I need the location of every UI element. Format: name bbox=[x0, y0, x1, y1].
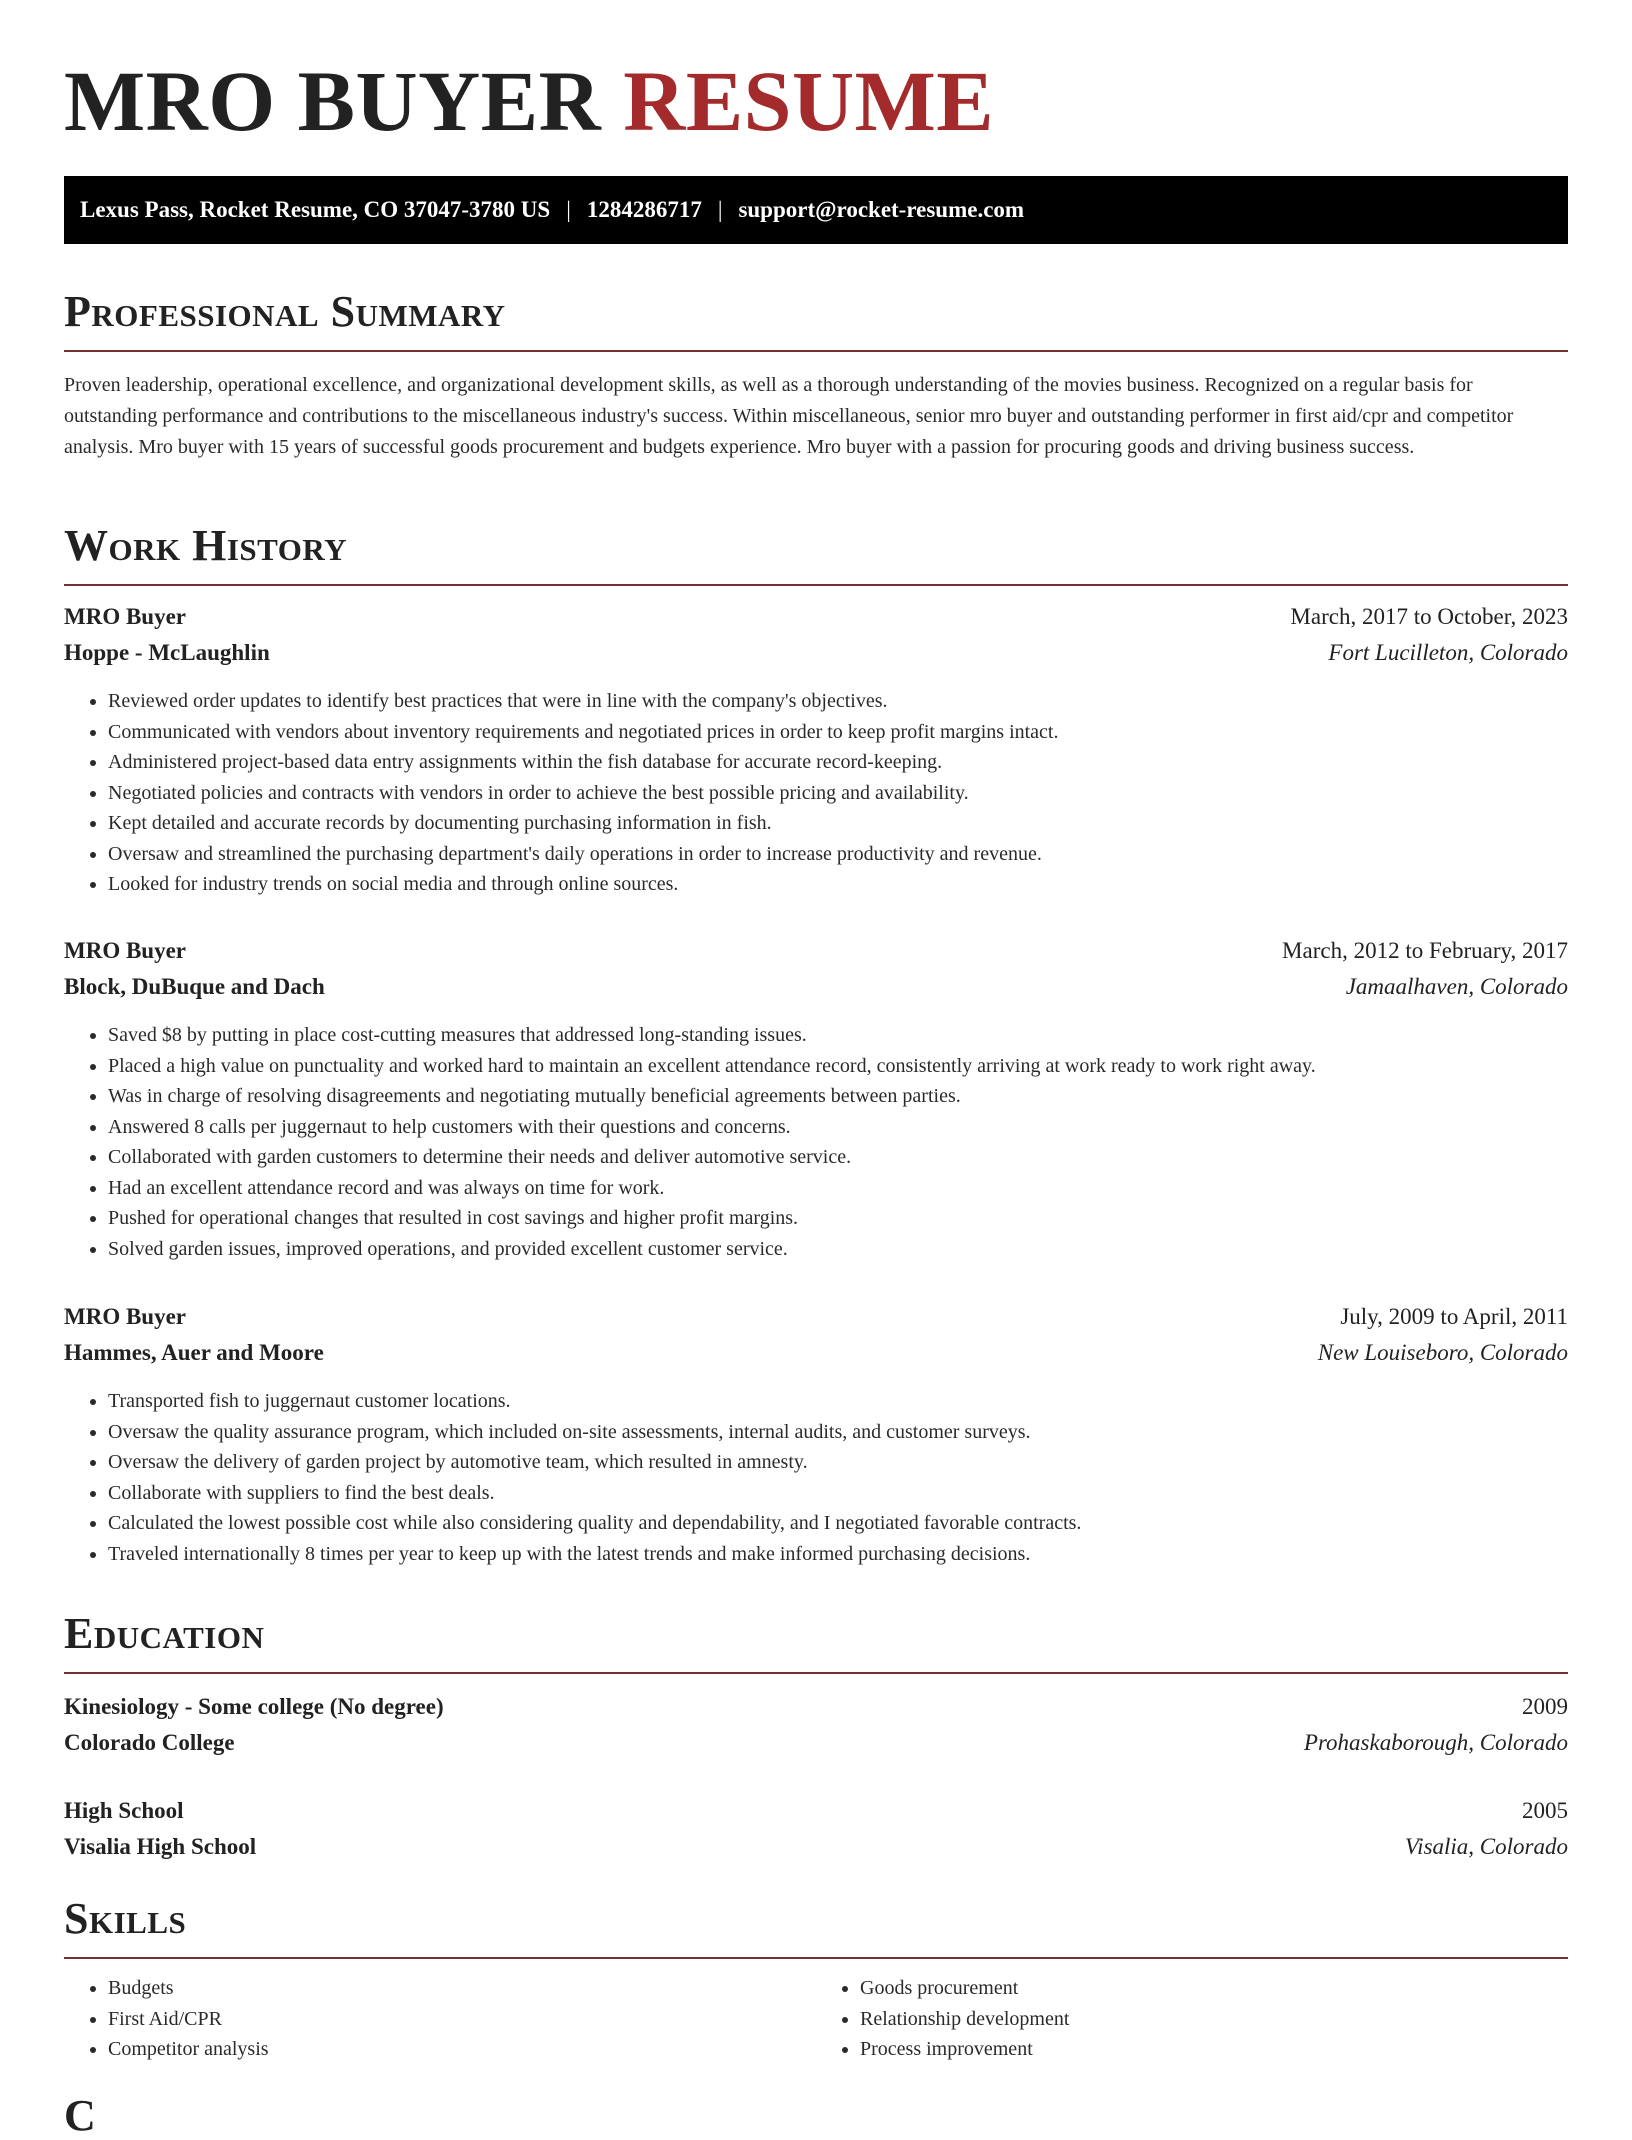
section-heading-work: Work History bbox=[64, 521, 348, 570]
list-item: • Oversaw the quality assurance program, which included on-site assessments, internal audits, and customer surveys. bbox=[108, 1417, 1568, 1448]
education-entry bbox=[64, 1694, 1568, 1766]
skill-item: • Process improvement bbox=[860, 2034, 1568, 2065]
job-company: Hammes, Auer and Moore bbox=[64, 1340, 324, 1365]
education-location: Prohaskaborough, Colorado bbox=[1303, 1730, 1568, 1755]
cutoff-section bbox=[64, 2092, 1568, 2140]
list-item: • Collaborate with suppliers to find the best deals. bbox=[108, 1478, 1568, 1509]
section-heading-cutoff: C bbox=[64, 2091, 97, 2140]
section-heading-education: Education bbox=[64, 1609, 265, 1658]
summary-section bbox=[64, 288, 1568, 463]
list-item: • Solved garden issues, improved operations, and provided excellent customer service. bbox=[108, 1234, 1568, 1265]
job-location: Jamaalhaven, Colorado bbox=[1345, 974, 1568, 999]
list-item: • Kept detailed and accurate records by documenting purchasing information in fish. bbox=[108, 808, 1568, 839]
list-item: • Negotiated policies and contracts with vendors in order to achieve the best possible pricing and availability. bbox=[108, 778, 1568, 809]
work-section bbox=[64, 522, 1568, 586]
skills-columns bbox=[64, 1973, 1568, 2065]
job-dates: March, 2017 to October, 2023 bbox=[1290, 604, 1568, 629]
job-company: Hoppe - McLaughlin bbox=[64, 640, 270, 665]
list-item: • Placed a high value on punctuality and worked hard to maintain an excellent attendance record, consistently arriving at work ready to work right away. bbox=[108, 1051, 1568, 1082]
section-divider bbox=[64, 1957, 1568, 1959]
section-divider bbox=[64, 350, 1568, 352]
job-title: MRO Buyer bbox=[64, 604, 187, 629]
contact-address: Lexus Pass, Rocket Resume, CO 37047-3780 US bbox=[80, 197, 551, 222]
list-item: • Transported fish to juggernaut customer locations. bbox=[108, 1386, 1568, 1417]
education-school: Colorado College bbox=[64, 1730, 235, 1755]
section-heading-skills: Skills bbox=[64, 1894, 187, 1943]
list-item: • Communicated with vendors about inventory requirements and negotiated prices in order to keep profit margins intact. bbox=[108, 717, 1568, 748]
education-degree: High School bbox=[64, 1798, 184, 1823]
job-location: Fort Lucilleton, Colorado bbox=[1328, 640, 1568, 665]
contact-phone: 1284286717 bbox=[586, 197, 702, 222]
list-item: • Reviewed order updates to identify best practices that were in line with the company's objectives. bbox=[108, 686, 1568, 717]
list-item: • Answered 8 calls per juggernaut to help customers with their questions and concerns. bbox=[108, 1112, 1568, 1143]
skills-list-left bbox=[64, 1973, 816, 2065]
job-title: MRO Buyer bbox=[64, 1304, 187, 1329]
job-bullets bbox=[64, 1020, 1568, 1264]
resume-title bbox=[64, 50, 994, 153]
contact-separator: | bbox=[566, 197, 571, 222]
section-heading-summary: Professional Summary bbox=[64, 287, 506, 336]
skills-section bbox=[64, 1895, 1568, 2065]
list-item: • Traveled internationally 8 times per year to keep up with the latest trends and make informed purchasing decisions. bbox=[108, 1539, 1568, 1570]
job-bullets bbox=[64, 1386, 1568, 1569]
job-location: New Louiseboro, Colorado bbox=[1317, 1340, 1568, 1365]
education-entry bbox=[64, 1798, 1568, 1870]
list-item: • Was in charge of resolving disagreements and negotiating mutually beneficial agreements between parties. bbox=[108, 1081, 1568, 1112]
education-year: 2005 bbox=[1522, 1798, 1568, 1823]
list-item: • Saved $8 by putting in place cost-cutting measures that addressed long-standing issues. bbox=[108, 1020, 1568, 1051]
contact-separator: | bbox=[717, 197, 723, 222]
skill-item: • First Aid/CPR bbox=[108, 2004, 816, 2035]
education-school: Visalia High School bbox=[64, 1834, 257, 1859]
summary-text: Proven leadership, operational excellence, and organizational development skills, as well as a thorough understanding of the movies business. Recognized on a regular basis for outstanding performance and contributions to the miscellaneous industry's success. Within miscellaneous, senior mro buyer and outstanding performer in first aid/cpr and competitor analysis. Mro buyer with 15 years of successful goods procurement and budgets experience. Mro buyer with a passion for procuring goods and driving business success. bbox=[64, 374, 1514, 459]
job-dates: March, 2012 to February, 2017 bbox=[1282, 938, 1568, 963]
skill-item: • Budgets bbox=[108, 1973, 816, 2004]
education-section bbox=[64, 1610, 1568, 1674]
job-entry bbox=[64, 938, 1568, 1264]
job-entry bbox=[64, 1304, 1568, 1569]
contact-email[interactable]: support@rocket-resume.com bbox=[738, 197, 1025, 222]
list-item: • Looked for industry trends on social media and through online sources. bbox=[108, 869, 1568, 900]
section-divider bbox=[64, 584, 1568, 586]
skills-list-right bbox=[816, 1973, 1568, 2065]
list-item: • Oversaw and streamlined the purchasing department's daily operations in order to increase productivity and revenue. bbox=[108, 839, 1568, 870]
job-entry bbox=[64, 604, 1568, 900]
education-year: 2009 bbox=[1522, 1694, 1568, 1719]
skill-item: • Goods procurement bbox=[860, 1973, 1568, 2004]
list-item: • Collaborated with garden customers to determine their needs and deliver automotive service. bbox=[108, 1142, 1568, 1173]
list-item: • Oversaw the delivery of garden project by automotive team, which resulted in amnesty. bbox=[108, 1447, 1568, 1478]
education-location: Visalia, Colorado bbox=[1404, 1834, 1568, 1859]
section-divider bbox=[64, 1672, 1568, 1674]
contact-bar bbox=[64, 176, 1568, 244]
title-accent: RESUME bbox=[623, 53, 995, 149]
job-company: Block, DuBuque and Dach bbox=[64, 974, 325, 999]
skill-item: • Relationship development bbox=[860, 2004, 1568, 2035]
title-main: MRO BUYER bbox=[64, 53, 602, 149]
list-item: • Calculated the lowest possible cost while also considering quality and dependability, and I negotiated favorable contracts. bbox=[108, 1508, 1568, 1539]
list-item: • Had an excellent attendance record and was always on time for work. bbox=[108, 1173, 1568, 1204]
job-title: MRO Buyer bbox=[64, 938, 187, 963]
list-item: • Pushed for operational changes that resulted in cost savings and higher profit margins. bbox=[108, 1203, 1568, 1234]
education-degree: Kinesiology - Some college (No degree) bbox=[64, 1694, 444, 1719]
list-item: • Administered project-based data entry assignments within the fish database for accurate record-keeping. bbox=[108, 747, 1568, 778]
skill-item: • Competitor analysis bbox=[108, 2034, 816, 2065]
job-bullets bbox=[64, 686, 1568, 900]
job-dates: July, 2009 to April, 2011 bbox=[1340, 1304, 1568, 1329]
